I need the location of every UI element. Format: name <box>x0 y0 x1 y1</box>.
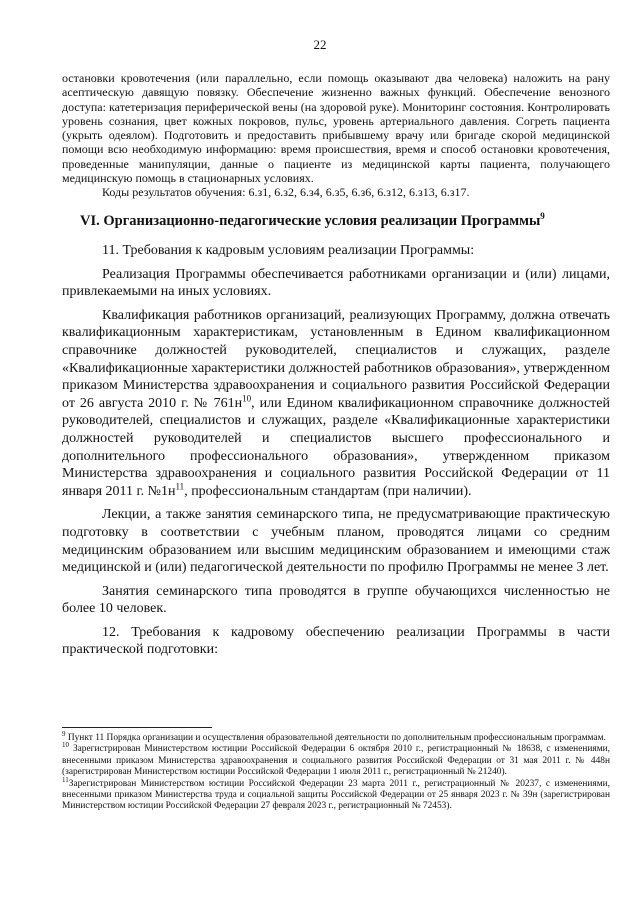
learning-codes-line: Коды результатов обучения: 6.з1, 6.з2, 6.з4, 6.з5, 6.з6, 6.з12, 6.з13, 6.з17. <box>102 185 470 200</box>
footnote-ref-10: 10 <box>242 393 252 404</box>
footnote-number: 10 <box>62 741 69 750</box>
paragraph-lectures: Лекции, а также занятия семинарского типа, не предусматривающие практическую подготовку в соответствии с учебным планом, проводятся лицами со средним медицинским образованием или высшим медицинским образованием и имеющими стаж медицинской и (или) педагогической деятельности по профилю Программы не менее 3 лет. <box>62 507 610 576</box>
qualification-text-part-2: , или Едином квалификационном справочнике должностей руководителей, специалистов и служащих, разделе «Квалификационные характеристики должностей руководителей и специалистов высшего профессионального и дополнительного профессионального образования», утвержденном приказом Министерства здравоохранения и социального развития Российской Федерации от 11 января 2011 г. №1н <box>62 395 611 499</box>
footnote-ref-9: 9 <box>540 211 545 222</box>
paragraph-qualification <box>62 307 610 501</box>
main-body <box>62 242 610 665</box>
footnote-divider <box>62 727 212 728</box>
footnote-text: Зарегистрирован Министерством юстиции Российской Федерации 6 октября 2010 г., регистрационный № 18638, с изменениями, внесенными приказом Министерства здравоохранения и социального развития Российской Федерации от 31 мая 2011 г. № 448н (зарегистрирован Министерством юстиции Российской Федерации 1 июля 2011 г., регистрационный № 21240). <box>62 744 610 778</box>
paragraph-12-heading: 12. Требования к кадровому обеспечению реализации Программы в части практической подготовки: <box>62 624 610 658</box>
footnote-text: Зарегистрирован Министерством юстиции Российской Федерации 23 марта 2011 г., регистрационный № 20237, с изменениями, внесенными приказом Министерства труда и социальной защиты Российской Федерации от 25 января 2023 г. № 39н (зарегистрирован Министерством юстиции Российской Федерации 27 февраля 2023 г., регистрационный № 72453). <box>62 778 610 812</box>
section-title: VI. Организационно-педагогические условия реализации Программы <box>80 213 541 229</box>
paragraph-implementation: Реализация Программы обеспечивается работниками организации и (или) лицами, привлекаемыми на иных условиях. <box>62 266 610 300</box>
footnote-item <box>62 775 610 813</box>
qualification-text-part-3: , профессиональным стандартам (при наличии). <box>184 483 472 499</box>
footnote-number: 9 <box>62 729 66 738</box>
qualification-text-part-1: Квалификация работников организаций, реализующих Программу, должна отвечать квалификационным характеристикам, установленным в Едином квалификационном справочнике должностей руководителей, специалистов и служащих, разделе «Квалификационные характеристики должностей работников образования», утвержденном приказом Министерства здравоохранения и социального развития Российской Федерации от 26 августа 2010 г. № 761н <box>62 307 610 411</box>
footnotes-block <box>62 729 610 813</box>
footnote-item <box>62 729 610 744</box>
paragraph-11-heading: 11. Требования к кадровым условиям реализации Программы: <box>102 243 475 258</box>
carryover-block <box>62 71 610 200</box>
page-number: 22 <box>313 37 327 52</box>
carryover-paragraph: остановки кровотечения (или параллельно, если помощь оказывают два человека) наложить на рану асептическую давящую повязку. Обеспечение жизненно важных функций. Обеспечение венозного доступа: катетеризация периферической вены (на здоровой руке). Мониторинг состояния. Контролировать уровень сознания, цвет кожных покровов, пульс, уровень артериального давления. Согреть пациента (укрыть одеялом). Подготовить и предоставить прибывшему врачу или бригаде скорой медицинской помощи всю необходимую информацию: время происшествия, время и способ остановки кровотечения, проведенные манипуляции, данные о пациенте из медицинской карты пациента, получающего медицинскую помощь в стационарных условиях. <box>62 71 610 186</box>
section-heading <box>80 213 545 230</box>
footnote-number: 11 <box>62 775 69 784</box>
footnote-item <box>62 741 610 778</box>
paragraph-seminar-groups: Занятия семинарского типа проводятся в группе обучающихся численностью не более 10 человек. <box>62 583 610 617</box>
footnote-ref-11: 11 <box>175 481 185 492</box>
footnote-text: Пункт 11 Порядка организации и осуществления образовательной деятельности по дополнительным профессиональным программам. <box>67 733 606 743</box>
